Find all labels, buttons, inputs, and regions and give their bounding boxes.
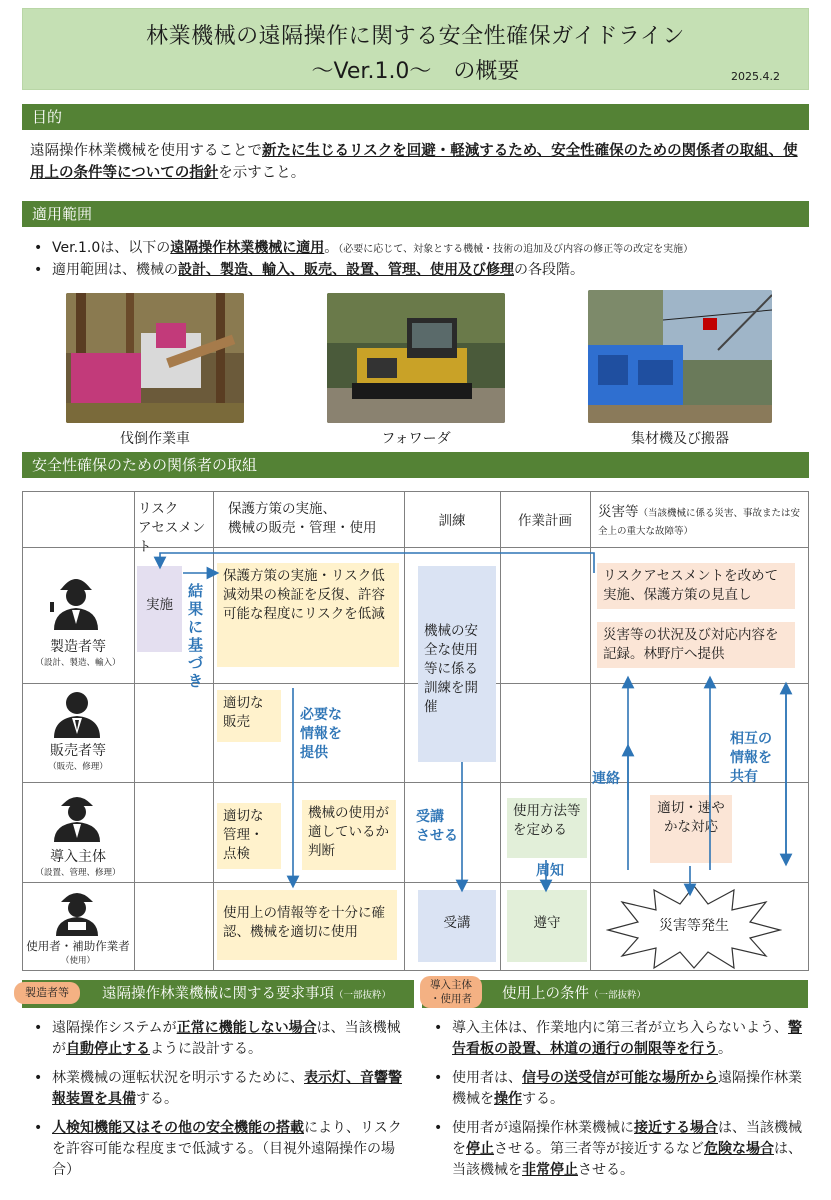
condition-2	[430, 1068, 806, 1110]
conditions-list	[430, 1018, 806, 1189]
scope-b1-note: （必要に応じて、対象とする機械・技術の追加及び内容の修正等の改定を実施）	[338, 244, 694, 255]
doc-title-line2: 〜Ver.1.0〜 の概要	[311, 59, 520, 84]
role-seller-label: 販売者等	[50, 743, 106, 759]
table-line	[500, 491, 501, 971]
cond1-c: 。	[718, 1041, 732, 1057]
conditions-note: （一部抜粋）	[589, 990, 647, 1001]
role-user-label: 使用者・補助作業者	[26, 939, 130, 953]
cell-training-maker: 機械の安全な使用等に係る訓練を開催	[418, 566, 496, 762]
cell-disaster-occur: 災害等発生	[659, 918, 729, 934]
scope-b1-a: Ver.1.0は、以下の	[52, 240, 171, 256]
scope-bullet-2	[30, 260, 810, 281]
table-line	[134, 491, 135, 971]
cond3-b: 接近する場合	[634, 1120, 718, 1136]
req1-e: ように設計する。	[150, 1041, 262, 1057]
role-seller-sub: （販売、修理）	[48, 762, 108, 772]
cell-need-info: 必要な 情報を 提供	[300, 707, 342, 761]
cond2-a: 使用者は、	[452, 1070, 522, 1086]
cond1-b: 警告看板の設置、林道の通行の制限等を行う	[452, 1020, 802, 1057]
col-header-disaster-note: （当該機械に係る災害、事故または安全上の重大な故障等）	[598, 508, 801, 537]
role-user	[22, 938, 134, 966]
cell-intro-judge: 機械の使用が適しているか判断	[302, 800, 396, 870]
role-user-sub: （使用）	[60, 956, 95, 966]
cell-method: 使用方法等を定める	[507, 798, 587, 858]
cell-jukou: 受講	[418, 890, 496, 962]
cell-junshu: 遵守	[507, 890, 587, 962]
scope-b2-b: 設計、製造、輸入、販売、設置、管理、使用及び修理	[178, 262, 514, 278]
cell-kekka: 結果に基づき	[188, 582, 204, 690]
req1-c: は、当該機械が	[52, 1020, 401, 1057]
req2-b: 表示灯、音響警報装置を具備	[52, 1070, 402, 1107]
requirements-list	[30, 1018, 406, 1189]
purpose-text	[30, 140, 800, 184]
role-seller	[22, 740, 134, 772]
scope-list	[30, 238, 810, 281]
req1-b: 正常に機能しない場合	[176, 1020, 317, 1036]
table-line	[213, 491, 214, 971]
introducer-person-icon	[52, 790, 102, 842]
purpose-text-b: 新たに生じるリスクを回避・軽減するため、安全性確保のための関係者の取組、使用上の条件等についての指針	[30, 143, 798, 181]
cond3-d: 停止	[466, 1141, 494, 1157]
cell-maker-protect: 保護方策の実施・リスク低減効果の検証を反復、許容可能な程度にリスクを低減	[217, 563, 399, 667]
cond3-f: 危険な場合	[704, 1141, 774, 1157]
title-banner	[22, 8, 809, 90]
req1-a: 遠隔操作システムが	[52, 1020, 177, 1036]
cond3-c: は、当該機械を	[452, 1120, 802, 1157]
cond3-i: させる。	[578, 1162, 634, 1178]
table-line	[22, 882, 809, 883]
requirement-2	[30, 1068, 406, 1110]
cond3-e: させる。第三者等が接近するなど	[494, 1141, 704, 1157]
caption-forwarder: フォワーダ	[381, 431, 451, 447]
cond1-a: 導入主体は、作業地内に第三者が立ち入らないよう、	[452, 1020, 788, 1036]
purpose-text-a: 遠隔操作林業機械を使用することで	[30, 143, 262, 159]
conditions-title: 使用上の条件	[502, 986, 589, 1002]
cell-reassess: リスクアセスメントを改めて実施、保護方策の見直し	[597, 563, 795, 609]
cond2-b: 信号の送受信が可能な場所から	[522, 1070, 718, 1086]
table-line	[22, 970, 809, 971]
table-line	[22, 491, 23, 971]
cell-user-check: 使用上の情報等を十分に確認、機械を適切に使用	[217, 890, 397, 960]
col-header-risk: リスク アセスメント	[138, 501, 206, 555]
req3-b: により、リスクを許容可能な程度まで低減する。（目視外遠隔操作の場合）	[52, 1120, 402, 1178]
cond2-c: 遠隔操作林業機械を	[452, 1070, 802, 1107]
seller-person-icon	[52, 690, 102, 738]
req1-d: 自動停止する	[66, 1041, 150, 1057]
cell-jukou-saseru: 受講 させる	[416, 809, 458, 844]
req2-a: 林業機械の運転状況を明示するために、	[52, 1070, 304, 1086]
maker-person-icon	[48, 568, 104, 632]
caption-felling-vehicle: 伐倒作業車	[120, 431, 190, 447]
cond2-d: 操作	[494, 1091, 522, 1107]
scope-b1-b: 遠隔操作林業機械に適用	[170, 240, 325, 256]
cell-seller-sale: 適切な販売	[217, 690, 281, 742]
table-line	[808, 491, 809, 971]
role-introducer-sub: （設置、管理、修理）	[35, 868, 121, 878]
cond3-a: 使用者が遠隔操作林業機械に	[452, 1120, 634, 1136]
cond3-g: は、当該機械を	[452, 1141, 802, 1178]
table-line	[590, 491, 591, 971]
role-maker-sub: （設計、製造、輸入）	[35, 658, 121, 668]
cell-intro-manage: 適切な 管理・ 点検	[217, 803, 281, 869]
purpose-text-c: を示すこと。	[218, 165, 306, 181]
scope-b2-c: の各段階。	[514, 262, 584, 278]
doc-date: 2025.4.2	[731, 70, 780, 83]
photo-forwarder	[327, 293, 505, 423]
col-header-plan: 作業計画	[518, 513, 572, 529]
photo-felling-vehicle	[66, 293, 244, 423]
role-maker-label: 製造者等	[50, 639, 106, 655]
cell-shuchi: 周知	[536, 863, 564, 879]
user-person-icon	[54, 886, 100, 936]
role-introducer	[22, 846, 134, 878]
col-header-training: 訓練	[438, 513, 466, 529]
cell-record: 災害等の状況及び対応内容を記録。林野庁へ提供	[597, 622, 795, 668]
requirement-1	[30, 1018, 406, 1060]
cond3-h: 非常停止	[522, 1162, 578, 1178]
doc-title-line1: 林業機械の遠隔操作に関する安全性確保ガイドライン	[146, 24, 685, 49]
tag-maker: 製造者等	[14, 982, 80, 1004]
caption-yarder-carriage: 集材機及び搬器	[631, 431, 729, 447]
col-header-disaster-label: 災害等	[598, 504, 639, 520]
condition-1	[430, 1018, 806, 1060]
photo-yarder-carriage	[588, 290, 772, 423]
table-line	[22, 782, 809, 783]
cell-quick-response: 適切・速やかな対応	[650, 795, 732, 863]
scope-b1-c: 。	[324, 240, 339, 256]
section-purpose-header: 目的	[22, 104, 809, 130]
table-line	[22, 683, 809, 684]
col-header-protect: 保護方策の実施、 機械の販売・管理・使用	[228, 501, 377, 536]
scope-bullet-1	[30, 238, 810, 260]
requirements-header	[22, 980, 414, 1008]
cell-jisshi: 実施	[137, 566, 182, 652]
scope-b2-a: 適用範囲は、機械の	[52, 262, 178, 278]
col-header-disaster	[598, 504, 804, 540]
section-scope-header: 適用範囲	[22, 201, 809, 227]
role-introducer-label: 導入主体	[50, 849, 106, 865]
requirement-3	[30, 1118, 406, 1181]
section-efforts-header: 安全性確保のための関係者の取組	[22, 452, 809, 478]
table-line	[22, 491, 809, 492]
cond2-e: する。	[522, 1091, 564, 1107]
tag-introducer-user: 導入主体 ・使用者	[420, 976, 482, 1008]
condition-3	[430, 1118, 806, 1181]
cell-mutual-info: 相互の 情報を 共有	[730, 731, 772, 785]
cell-renraku: 連絡	[592, 771, 620, 787]
req3-a: 人検知機能又はその他の安全機能の搭載	[52, 1120, 304, 1136]
req2-c: する。	[136, 1091, 178, 1107]
requirements-note: （一部抜粋）	[334, 990, 392, 1001]
role-maker	[22, 636, 134, 668]
table-line	[404, 491, 405, 971]
requirements-title: 遠隔操作林業機械に関する要求事項	[102, 986, 334, 1002]
